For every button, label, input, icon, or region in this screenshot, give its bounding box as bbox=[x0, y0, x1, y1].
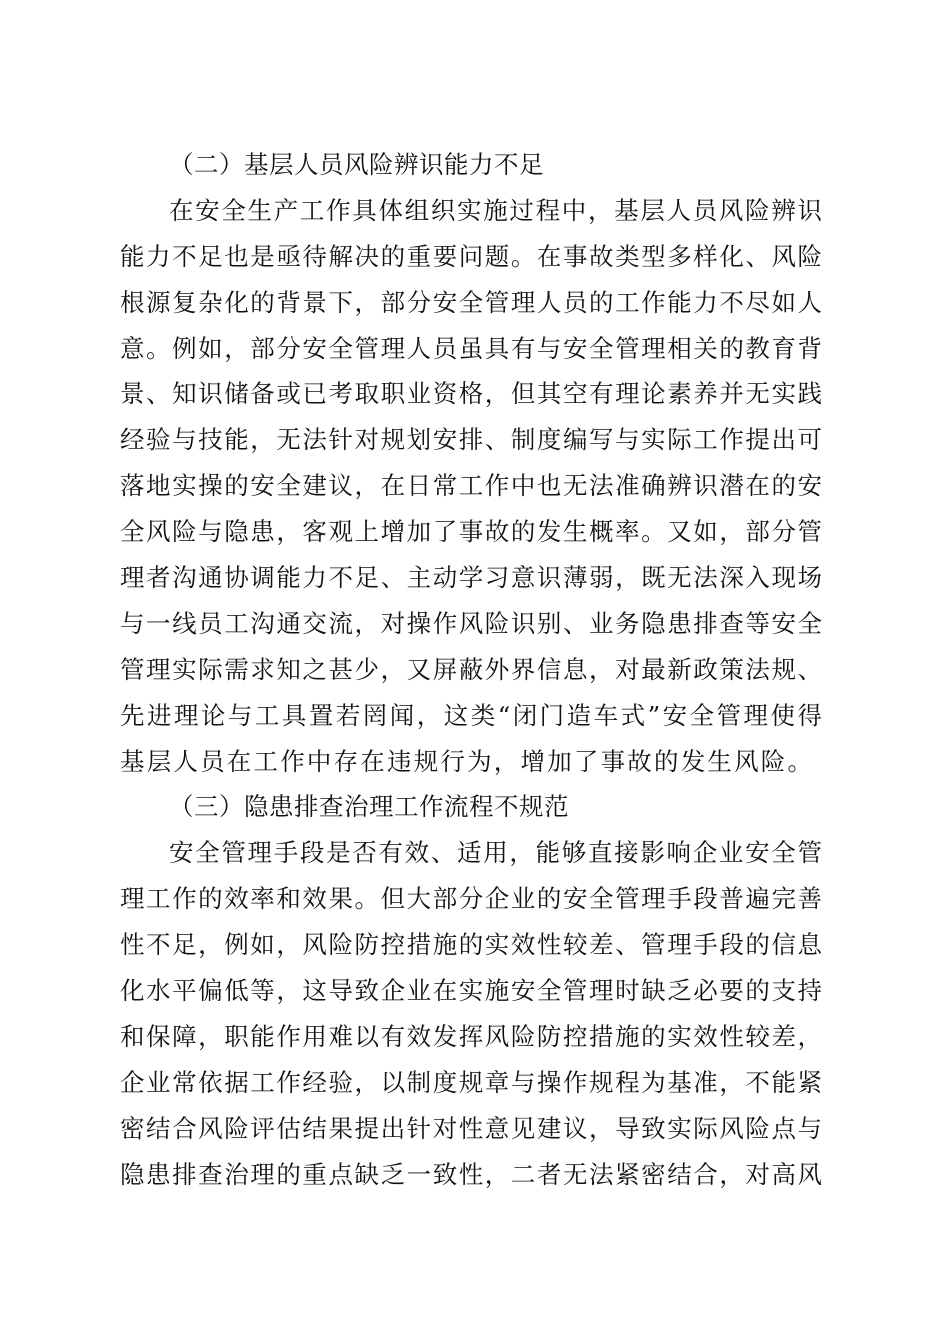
document-page bbox=[120, 142, 822, 1197]
section-heading-2: （二）基层人员风险辨识能力不足 bbox=[169, 150, 544, 179]
paragraph-line: 意。例如，部分安全管理人员虽具有与安全管理相关的教育背 bbox=[120, 333, 822, 363]
paragraph-line: 能力不足也是亟待解决的重要问题。在事故类型多样化、风险 bbox=[120, 241, 822, 271]
section-2-paragraph bbox=[120, 188, 822, 785]
paragraph-line: 和保障，职能作用难以有效发挥风险防控措施的实效性较差， bbox=[120, 1021, 822, 1051]
paragraph-line: 性不足，例如，风险防控措施的实效性较差、管理手段的信息 bbox=[120, 930, 822, 960]
paragraph-line: 管理实际需求知之甚少，又屏蔽外界信息，对最新政策法规、 bbox=[120, 654, 822, 684]
paragraph-line: 企业常依据工作经验，以制度规章与操作规程为基准，不能紧 bbox=[120, 1067, 822, 1097]
paragraph-line: 隐患排查治理的重点缺乏一致性，二者无法紧密结合，对高风 bbox=[120, 1159, 822, 1189]
paragraph-line: 经验与技能，无法针对规划安排、制度编写与实际工作提出可 bbox=[120, 425, 822, 455]
paragraph-line: 全风险与隐患，客观上增加了事故的发生概率。又如，部分管 bbox=[120, 517, 822, 547]
paragraph-line: 理工作的效率和效果。但大部分企业的安全管理手段普遍完善 bbox=[120, 884, 822, 914]
paragraph-line: 密结合风险评估结果提出针对性意见建议，导致实际风险点与 bbox=[120, 1113, 822, 1143]
section-3-paragraph bbox=[120, 830, 822, 1197]
paragraph-line: 景、知识储备或已考取职业资格，但其空有理论素养并无实践 bbox=[120, 379, 822, 409]
paragraph-line: 根源复杂化的背景下，部分安全管理人员的工作能力不尽如人 bbox=[120, 287, 822, 317]
paragraph-line: 在安全生产工作具体组织实施过程中，基层人员风险辨识 bbox=[169, 195, 822, 225]
section-heading-3: （三）隐患排查治理工作流程不规范 bbox=[169, 792, 569, 822]
paragraph-line: 化水平偏低等，这导致企业在实施安全管理时缺乏必要的支持 bbox=[120, 976, 822, 1006]
paragraph-line: 安全管理手段是否有效、适用，能够直接影响企业安全管 bbox=[169, 838, 822, 868]
paragraph-line: 先进理论与工具置若罔闻，这类“闭门造车式”安全管理使得 bbox=[120, 700, 822, 730]
paragraph-line: 理者沟通协调能力不足、主动学习意识薄弱，既无法深入现场 bbox=[120, 563, 822, 593]
paragraph-line: 基层人员在工作中存在违规行为，增加了事故的发生风险。 bbox=[120, 746, 815, 776]
paragraph-line: 落地实操的安全建议，在日常工作中也无法准确辨识潜在的安 bbox=[120, 471, 822, 501]
paragraph-line: 与一线员工沟通交流，对操作风险识别、业务隐患排查等安全 bbox=[120, 608, 822, 638]
